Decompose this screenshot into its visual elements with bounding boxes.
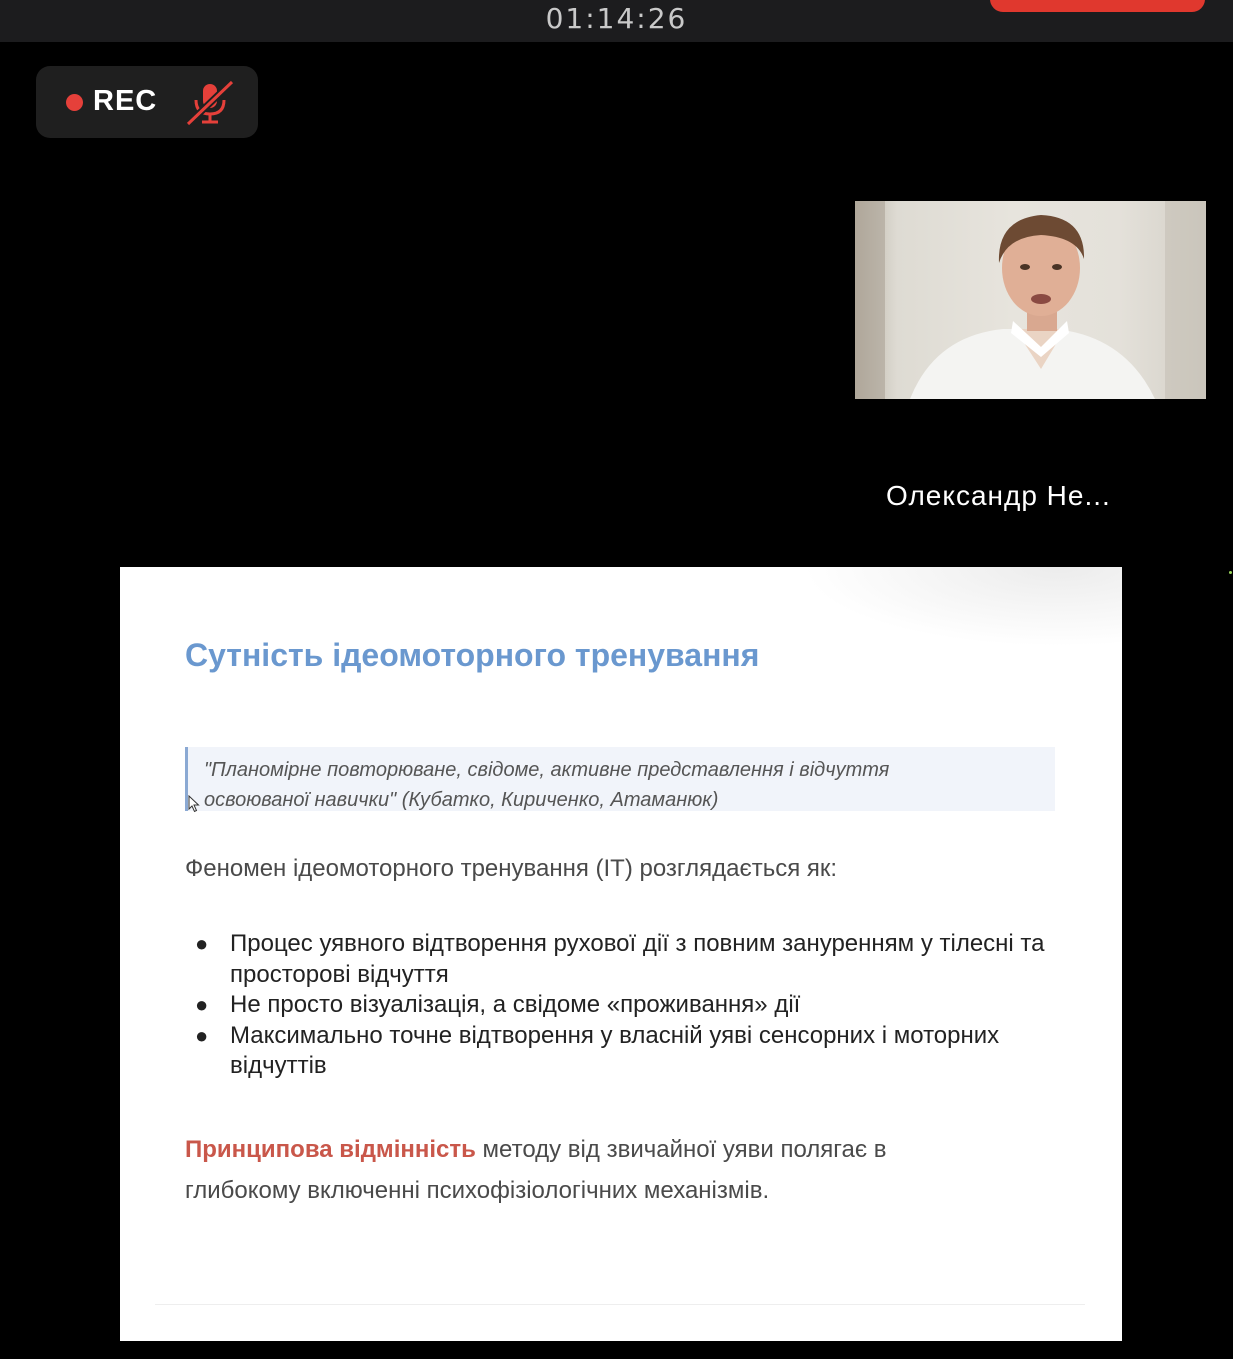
slide-quote: [185, 747, 1055, 811]
shared-slide: [120, 567, 1122, 1341]
participant-name: Олександр Не...: [886, 480, 1111, 511]
call-top-bar: [0, 0, 1233, 42]
mouse-cursor-icon: [188, 795, 200, 813]
recording-dot-icon: [66, 94, 83, 111]
bullet-text: Максимально точне відтворення у власній уяві сенсорних і моторних відчуттів: [230, 1021, 1000, 1079]
principle-rest: методу від звичайної уяви полягає в глибокому включенні психофізіологічних механізмів.: [185, 1136, 887, 1204]
bullet-item: [185, 929, 1085, 990]
quote-line: освоюваної навички" (Кубатко, Кириченко, Атаманюк): [204, 789, 719, 811]
slide-divider: [155, 1304, 1085, 1305]
slide-shadow: [802, 567, 1122, 647]
bullet-dot-icon: ●: [195, 992, 209, 1017]
bullet-text: Не просто візуалізація, а свідоме «проживання» дії: [230, 991, 801, 1018]
participant-video-frame: [855, 201, 1206, 399]
slide-bullet-list: [185, 929, 1085, 1082]
bullet-item: [185, 1021, 1085, 1082]
bullet-dot-icon: ●: [195, 931, 209, 956]
bullet-dot-icon: ●: [195, 1022, 209, 1048]
end-call-button[interactable]: [990, 0, 1205, 12]
participant-video-tile[interactable]: [855, 201, 1206, 399]
bullet-text: Процес уявного відтворення рухової дії з повним зануренням у тілесні та просторові відчуття: [230, 930, 1045, 988]
status-dot-icon: [1229, 571, 1232, 574]
principle-accent: Принципова відмінність: [185, 1136, 476, 1163]
mic-muted-icon[interactable]: [184, 78, 236, 128]
quote-line: "Планомірне повторюване, свідоме, активне представлення і відчуття: [204, 759, 890, 781]
slide-principle-text: [185, 1129, 1005, 1211]
call-timer: 01:14:26: [545, 2, 688, 35]
slide-intro-text: Феномен ідеомоторного тренування (ІТ) розглядається як:: [185, 855, 838, 882]
recording-label: REC: [93, 85, 158, 117]
recording-indicator: [36, 66, 258, 138]
slide-title: Сутність ідеомоторного тренування: [185, 637, 760, 673]
bullet-item: [185, 990, 1085, 1021]
